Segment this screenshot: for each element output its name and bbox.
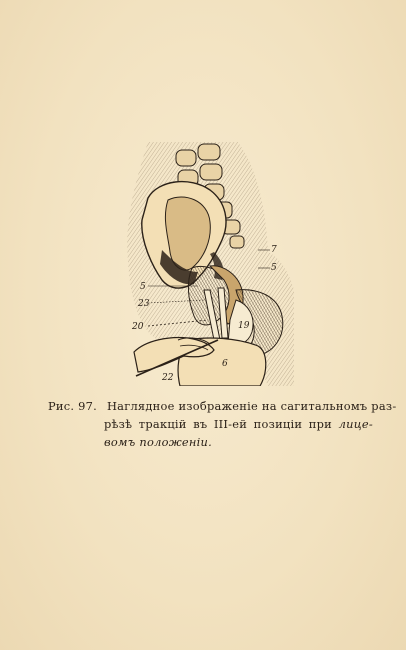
- sagittal-section-drawing: [118, 140, 294, 386]
- figure-caption: [48, 397, 397, 451]
- label-6: 6: [222, 359, 228, 369]
- label-20: 20: [132, 322, 144, 332]
- label-23: 23: [138, 299, 150, 309]
- caption-line-1: [48, 397, 397, 415]
- caption-text-2: рѣзѣ тракцій въ III-ей позиціи при: [104, 417, 339, 431]
- label-5-right: 5: [271, 263, 277, 273]
- label-5-left: 5: [140, 282, 146, 292]
- label-22: 22: [162, 373, 174, 383]
- caption-text-1: Наглядное изображеніе на сагитальномъ раз-: [107, 399, 397, 413]
- caption-line-3: вомъ положеніи.: [104, 435, 212, 449]
- label-7: 7: [271, 245, 277, 255]
- figure-number: Рис. 97.: [48, 399, 97, 413]
- caption-line-2: [48, 415, 373, 433]
- label-19: 19: [238, 321, 250, 331]
- anatomical-illustration: [118, 140, 294, 386]
- caption-italic-2: лице-: [338, 417, 373, 431]
